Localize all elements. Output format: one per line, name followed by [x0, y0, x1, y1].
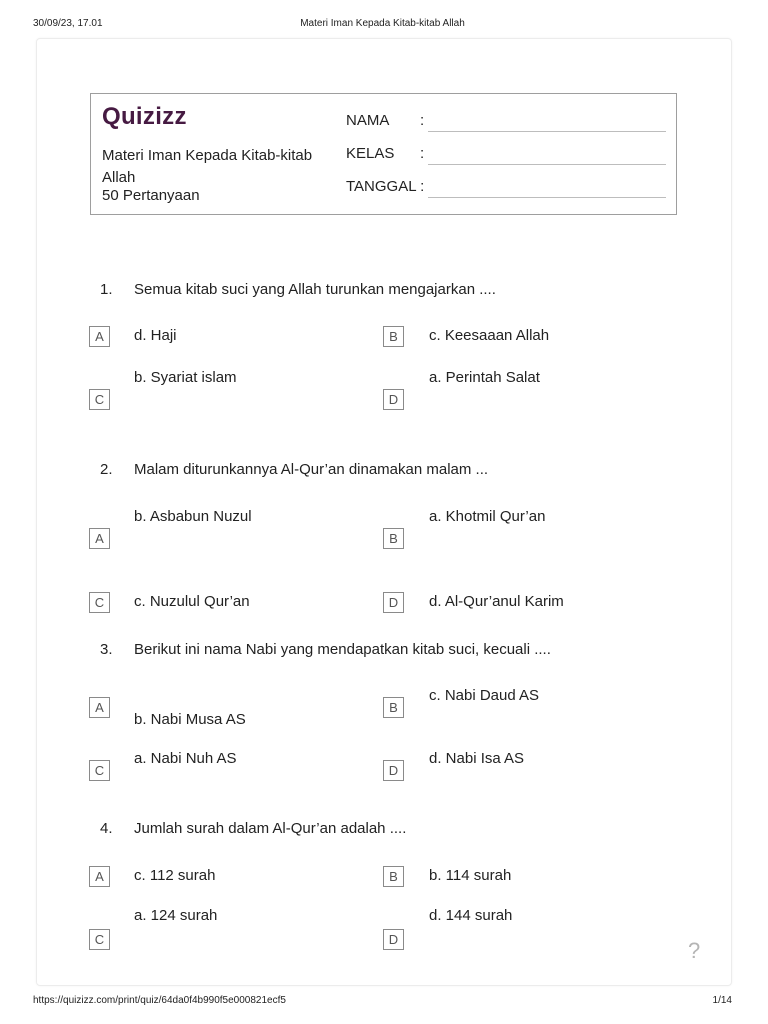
option-d-text: d. Nabi Isa AS	[429, 750, 525, 767]
question-count: 50 Pertanyaan	[102, 187, 200, 204]
option-d-box[interactable]: D	[383, 592, 404, 613]
name-label: NAMA	[346, 112, 390, 129]
print-title: Materi Iman Kepada Kitab-kitab Allah	[300, 18, 465, 29]
option-c-text: b. Syariat islam	[134, 369, 237, 386]
option-c-box[interactable]: C	[89, 760, 110, 781]
name-field	[346, 112, 676, 136]
question-text: Semua kitab suci yang Allah turunkan mengajarkan ....	[134, 281, 496, 298]
option-b-box[interactable]: B	[383, 866, 404, 887]
option-c-text: c. Nuzulul Qur’an	[134, 593, 250, 610]
option-d-text: a. Perintah Salat	[429, 369, 540, 386]
option-c-box[interactable]: C	[89, 592, 110, 613]
option-c-text: a. Nabi Nuh AS	[134, 750, 237, 767]
option-a-box[interactable]: A	[89, 866, 110, 887]
question-number: 3.	[100, 641, 113, 658]
date-line	[428, 197, 666, 198]
class-label: KELAS	[346, 145, 395, 162]
page-number: 1/14	[712, 995, 732, 1006]
question-text: Berikut ini nama Nabi yang mendapatkan kitab suci, kecuali ....	[134, 641, 551, 658]
option-a-text: c. 112 surah	[134, 867, 216, 884]
option-d-text: d. 144 surah	[429, 907, 513, 924]
student-info-box	[90, 93, 677, 215]
option-c-text: a. 124 surah	[134, 907, 218, 924]
question-number: 1.	[100, 281, 113, 298]
option-d-box[interactable]: D	[383, 760, 404, 781]
option-a-text: b. Asbabun Nuzul	[134, 508, 252, 525]
question-mark-icon[interactable]: ?	[688, 938, 701, 963]
print-date: 30/09/23, 17.01	[33, 18, 103, 29]
question-number: 2.	[100, 461, 113, 478]
name-line	[428, 131, 666, 132]
option-b-text: b. 114 surah	[429, 867, 512, 884]
question-number: 4.	[100, 820, 113, 837]
question-text: Jumlah surah dalam Al-Qur’an adalah ....	[134, 820, 407, 837]
option-b-text: a. Khotmil Qur’an	[429, 508, 546, 525]
date-label: TANGGAL :	[346, 178, 425, 195]
option-a-text: d. Haji	[134, 327, 177, 344]
class-colon: :	[420, 145, 425, 162]
option-a-box[interactable]: A	[89, 528, 110, 549]
option-c-box[interactable]: C	[89, 389, 110, 410]
class-line	[428, 164, 666, 165]
option-b-text: c. Nabi Daud AS	[429, 687, 540, 704]
option-d-box[interactable]: D	[383, 389, 404, 410]
question-text: Malam diturunkannya Al-Qur’an dinamakan malam ...	[134, 461, 489, 478]
option-d-box[interactable]: D	[383, 929, 404, 950]
option-b-box[interactable]: B	[383, 326, 404, 347]
quizizz-logo: Quizizz	[102, 103, 187, 130]
option-a-box[interactable]: A	[89, 326, 110, 347]
option-d-text: d. Al-Qur’anul Karim	[429, 593, 564, 610]
date-field	[346, 178, 676, 202]
name-colon: :	[420, 112, 425, 129]
option-a-text: b. Nabi Musa AS	[134, 711, 246, 728]
option-b-box[interactable]: B	[383, 528, 404, 549]
class-field	[346, 145, 676, 169]
print-url: https://quizizz.com/print/quiz/64da0f4b990f5e000821ecf5	[33, 995, 286, 1006]
option-b-text: c. Keesaaan Allah	[429, 327, 550, 344]
option-a-box[interactable]: A	[89, 697, 110, 718]
option-b-box[interactable]: B	[383, 697, 404, 718]
option-c-box[interactable]: C	[89, 929, 110, 950]
quiz-title: Materi Iman Kepada Kitab-kitab Allah	[102, 147, 313, 186]
